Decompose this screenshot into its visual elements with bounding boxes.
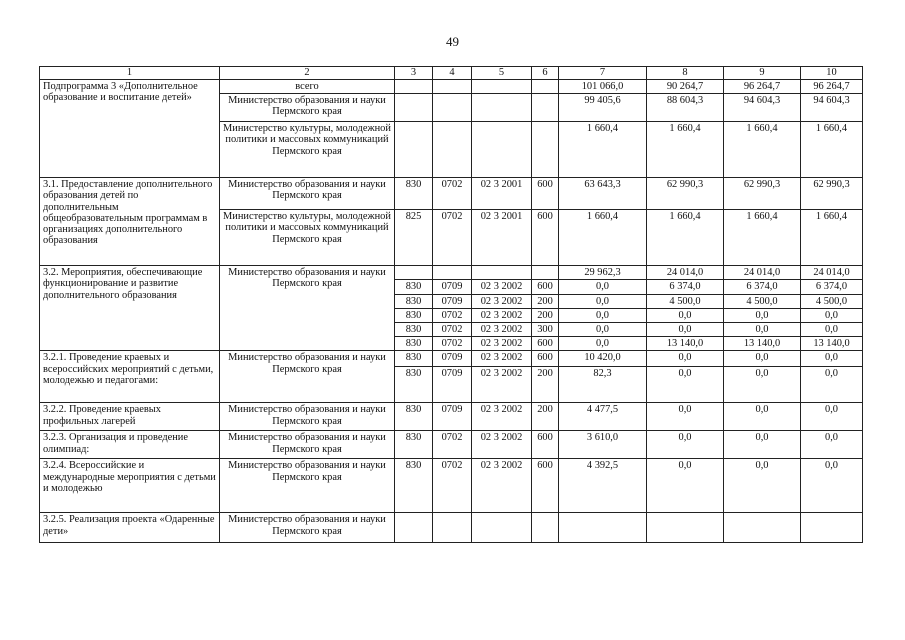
code-cell: 02 3 2002 [472, 323, 532, 337]
value-cell: 0,0 [647, 351, 724, 367]
item-name: 3.2. Мероприятия, обеспечивающие функционирование и развитие дополнительного образования [40, 266, 220, 351]
value-cell: 24 014,0 [647, 266, 724, 280]
value-cell: 0,0 [647, 459, 724, 513]
code-cell: 300 [532, 323, 559, 337]
value-cell: 88 604,3 [647, 94, 724, 122]
value-cell: 0,0 [647, 323, 724, 337]
item-name: 3.1. Предоставление дополнительного образования детей по дополнительным общеобразовательным программам в организациях дополнительного образования [40, 178, 220, 266]
column-number-row [40, 67, 863, 80]
item-name: 3.2.2. Проведение краевых профильных лагерей [40, 403, 220, 431]
value-cell: 62 990,3 [801, 178, 863, 210]
code-cell: 830 [395, 294, 433, 308]
code-cell: 0702 [433, 431, 472, 459]
code-cell: 200 [532, 308, 559, 322]
page-number: 49 [446, 34, 459, 49]
table-row [40, 178, 863, 210]
value-cell: 90 264,7 [647, 80, 724, 94]
code-cell: 600 [532, 178, 559, 210]
value-cell: 4 477,5 [559, 403, 647, 431]
code-cell: 02 3 2001 [472, 178, 532, 210]
value-cell: 96 264,7 [801, 80, 863, 94]
value-cell: 4 500,0 [801, 294, 863, 308]
value-cell: 63 643,3 [559, 178, 647, 210]
value-cell: 1 660,4 [559, 122, 647, 178]
value-cell: 0,0 [724, 351, 801, 367]
value-cell: 1 660,4 [801, 122, 863, 178]
value-cell: 4 392,5 [559, 459, 647, 513]
column-number: 5 [472, 67, 532, 80]
code-cell: 02 3 2002 [472, 308, 532, 322]
table-row [40, 266, 863, 280]
value-cell: 99 405,6 [559, 94, 647, 122]
executor-cell: Министерство образования и науки Пермского края [220, 459, 395, 513]
code-cell: 0702 [433, 323, 472, 337]
value-cell: 0,0 [724, 323, 801, 337]
code-cell: 02 3 2001 [472, 210, 532, 266]
value-cell: 0,0 [647, 431, 724, 459]
column-number: 2 [220, 67, 395, 80]
value-cell: 0,0 [801, 351, 863, 367]
executor-cell: Министерство образования и науки Пермского края [220, 351, 395, 403]
value-cell: 13 140,0 [724, 337, 801, 351]
value-cell: 82,3 [559, 367, 647, 403]
code-cell: 02 3 2002 [472, 280, 532, 294]
program-name: Подпрограмма 3 «Дополнительное образование и воспитание детей» [40, 80, 220, 178]
value-cell: 0,0 [801, 403, 863, 431]
value-cell: 62 990,3 [647, 178, 724, 210]
column-number: 8 [647, 67, 724, 80]
value-cell: 1 660,4 [559, 210, 647, 266]
code-cell: 02 3 2002 [472, 294, 532, 308]
value-cell: 29 962,3 [559, 266, 647, 280]
code-cell: 0709 [433, 367, 472, 403]
executor-cell: Министерство образования и науки Пермского края [220, 178, 395, 210]
value-cell: 0,0 [724, 308, 801, 322]
table-row [40, 513, 863, 543]
code-cell: 0709 [433, 280, 472, 294]
value-cell: 94 604,3 [724, 94, 801, 122]
value-cell: 4 500,0 [724, 294, 801, 308]
code-cell: 0702 [433, 178, 472, 210]
code-cell: 830 [395, 351, 433, 367]
table-row [40, 351, 863, 367]
code-cell: 02 3 2002 [472, 351, 532, 367]
code-cell: 0702 [433, 308, 472, 322]
code-cell: 600 [532, 337, 559, 351]
code-cell: 02 3 2002 [472, 403, 532, 431]
column-number: 6 [532, 67, 559, 80]
column-number: 3 [395, 67, 433, 80]
item-name: 3.2.4. Всероссийские и международные мероприятия с детьми и молодежью [40, 459, 220, 513]
value-cell: 6 374,0 [801, 280, 863, 294]
code-cell: 830 [395, 459, 433, 513]
code-cell: 0709 [433, 351, 472, 367]
code-cell: 02 3 2002 [472, 459, 532, 513]
executor-cell: Министерство культуры, молодежной политики и массовых коммуникаций Пермского края [220, 122, 395, 178]
value-cell: 6 374,0 [647, 280, 724, 294]
item-name: 3.2.1. Проведение краевых и всероссийских мероприятий с детьми, молодежью и педагогами: [40, 351, 220, 403]
table-row [40, 403, 863, 431]
value-cell: 6 374,0 [724, 280, 801, 294]
code-cell: 600 [532, 210, 559, 266]
value-cell: 0,0 [647, 367, 724, 403]
executor-cell: Министерство образования и науки Пермского края [220, 266, 395, 351]
value-cell: 0,0 [801, 431, 863, 459]
code-cell: 0702 [433, 210, 472, 266]
code-cell: 0709 [433, 294, 472, 308]
value-cell: 0,0 [801, 459, 863, 513]
item-name: 3.2.3. Организация и проведение олимпиад: [40, 431, 220, 459]
table-row [40, 459, 863, 513]
code-cell: 830 [395, 323, 433, 337]
value-cell: 0,0 [724, 459, 801, 513]
code-cell: 600 [532, 351, 559, 367]
column-number: 1 [40, 67, 220, 80]
code-cell: 0702 [433, 459, 472, 513]
value-cell: 13 140,0 [647, 337, 724, 351]
table-row [40, 80, 863, 94]
value-cell: 1 660,4 [801, 210, 863, 266]
code-cell: 600 [532, 431, 559, 459]
value-cell: 0,0 [724, 403, 801, 431]
value-cell: 0,0 [801, 308, 863, 322]
executor-cell: Министерство образования и науки Пермского края [220, 431, 395, 459]
item-name: 3.2.5. Реализация проекта «Одаренные дети» [40, 513, 220, 543]
value-cell: 0,0 [724, 367, 801, 403]
code-cell: 825 [395, 210, 433, 266]
value-cell: 1 660,4 [647, 210, 724, 266]
value-cell: 96 264,7 [724, 80, 801, 94]
code-cell: 830 [395, 178, 433, 210]
value-cell: 24 014,0 [724, 266, 801, 280]
value-cell: 1 660,4 [647, 122, 724, 178]
code-cell: 200 [532, 294, 559, 308]
value-cell: 0,0 [559, 337, 647, 351]
value-cell: 10 420,0 [559, 351, 647, 367]
code-cell: 600 [532, 459, 559, 513]
code-cell: 830 [395, 280, 433, 294]
value-cell: 1 660,4 [724, 122, 801, 178]
code-cell: 830 [395, 308, 433, 322]
value-cell: 0,0 [559, 294, 647, 308]
code-cell: 830 [395, 431, 433, 459]
value-cell: 101 066,0 [559, 80, 647, 94]
value-cell: 1 660,4 [724, 210, 801, 266]
value-cell: 94 604,3 [801, 94, 863, 122]
value-cell: 24 014,0 [801, 266, 863, 280]
code-cell: 830 [395, 367, 433, 403]
value-cell: 3 610,0 [559, 431, 647, 459]
value-cell: 62 990,3 [724, 178, 801, 210]
column-number: 10 [801, 67, 863, 80]
code-cell: 0702 [433, 337, 472, 351]
value-cell: 0,0 [724, 431, 801, 459]
executor-cell: Министерство образования и науки Пермского края [220, 513, 395, 543]
column-number: 9 [724, 67, 801, 80]
code-cell: 200 [532, 403, 559, 431]
code-cell: 600 [532, 280, 559, 294]
value-cell: 0,0 [647, 403, 724, 431]
value-cell: 0,0 [647, 308, 724, 322]
table-row [40, 431, 863, 459]
budget-table [39, 66, 863, 543]
value-cell: 0,0 [559, 323, 647, 337]
value-cell: 0,0 [801, 367, 863, 403]
executor-cell: Министерство образования и науки Пермского края [220, 403, 395, 431]
column-number: 7 [559, 67, 647, 80]
code-cell: 0709 [433, 403, 472, 431]
code-cell: 02 3 2002 [472, 431, 532, 459]
code-cell: 830 [395, 403, 433, 431]
value-cell: 0,0 [559, 280, 647, 294]
code-cell: 02 3 2002 [472, 367, 532, 403]
code-cell: 200 [532, 367, 559, 403]
code-cell: 02 3 2002 [472, 337, 532, 351]
executor-cell: Министерство образования и науки Пермского края [220, 94, 395, 122]
value-cell: 13 140,0 [801, 337, 863, 351]
value-cell: 0,0 [559, 308, 647, 322]
code-cell: 830 [395, 337, 433, 351]
value-cell: 4 500,0 [647, 294, 724, 308]
column-number: 4 [433, 67, 472, 80]
executor-cell: Министерство культуры, молодежной политики и массовых коммуникаций Пермского края [220, 210, 395, 266]
executor-cell: всего [220, 80, 395, 94]
value-cell: 0,0 [801, 323, 863, 337]
